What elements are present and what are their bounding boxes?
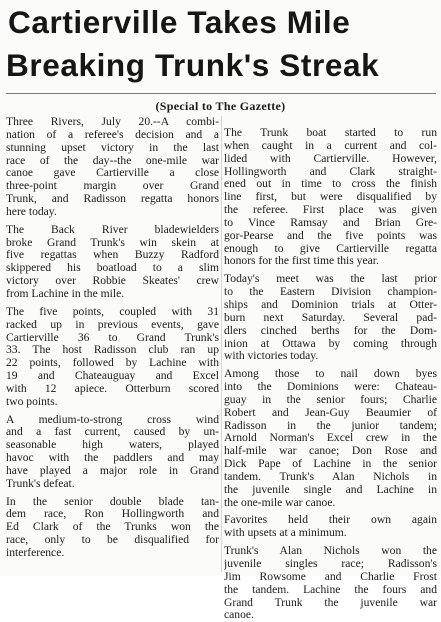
article-text-line: here today. xyxy=(6,205,57,218)
article-text-line: 33. The host Radisson club ran up xyxy=(6,344,219,357)
article-text-line: into the Dominions were: Chateau- xyxy=(224,381,437,394)
article-text-line: nation of a referee's decision and a xyxy=(6,128,219,141)
article-text-line: Jim Rowsome and Charlie Frost xyxy=(224,570,437,583)
article-text-line: Dick Pape of Lachine in the senior xyxy=(224,458,437,471)
article-text-line: A medium-to-strong cross wind xyxy=(6,413,219,426)
headline-line-2: Breaking Trunk's Streak xyxy=(6,47,380,83)
article-text-line: Trunk, and Radisson regatta honors xyxy=(6,193,219,206)
column-divider xyxy=(221,116,222,572)
article-text-line: have played a major role in Grand xyxy=(6,464,219,477)
article-text-line: half-mile war canoe; Don Rose and xyxy=(224,445,437,458)
article-column-right xyxy=(224,127,437,622)
article-text-line: ened out in time to cross the finish xyxy=(224,178,437,191)
article-text-line: Trunk's defeat. xyxy=(6,477,75,490)
article-text-line: line first, but were disqualified by xyxy=(224,191,437,204)
article-text-line: Today's meet was the last prior xyxy=(224,273,437,286)
article-text-line: lided with Cartierville. However, xyxy=(224,152,437,165)
article-text-line: Hollingworth and Clark straight- xyxy=(224,165,437,178)
article-text-line: havoc with the paddlers and may xyxy=(6,452,219,465)
article-text-line: the tandem. Lachine the fours and xyxy=(224,583,437,596)
article-text-line: to Vince Ramsay and Brian Gre- xyxy=(224,216,437,229)
article-text-line: Radisson in the junior tandem; xyxy=(224,419,437,432)
article-text-line: Three Rivers, July 20.--A combi- xyxy=(6,116,219,128)
article-column-left xyxy=(6,116,219,560)
article-text-line: gor-Pearse and the five points was xyxy=(224,229,437,242)
article-text-line: In the senior double blade tan- xyxy=(6,495,219,508)
article-text-line: with upsets at a minimum. xyxy=(224,527,347,540)
article-text-line: three-point margin over Grand xyxy=(6,180,219,193)
article-text-line: skippered his boatload to a slim xyxy=(6,262,219,275)
article-text-line: when caught in a current and col- xyxy=(224,139,437,152)
article-text-line: canoe gave Cartierville a close xyxy=(6,167,219,180)
article-text-line: canoe. xyxy=(224,609,254,622)
headline-rule xyxy=(6,93,436,94)
article-text-line: with 12 apiece. Otterburn scored xyxy=(6,382,219,395)
headline-line-1: Cartierville Takes Mile xyxy=(8,4,351,40)
article-text-line: dem race, Ron Hollingworth and xyxy=(6,508,219,521)
article-text-line: the juvenile single and Lachine in xyxy=(224,483,437,496)
article-text-line: the one-mile war canoe. xyxy=(224,496,336,509)
article-text-line: with victories today. xyxy=(224,350,319,363)
article-text-line: Cartierville 36 to Grand Trunk's xyxy=(6,331,219,344)
article-text-line: honors for the first time this year. xyxy=(224,255,379,268)
article-text-line: Grand Trunk the juvenile war xyxy=(224,596,437,609)
article-text-line: Among those to nail down byes xyxy=(224,368,437,381)
article-text-line: The Trunk boat started to run xyxy=(224,127,437,139)
article-text-line: victory over Robbie Skeates' crew xyxy=(6,275,219,288)
article-text-line: and a fast current, caused by un- xyxy=(6,426,219,439)
article-text-line: Trunk's Alan Nichols won the xyxy=(224,545,437,558)
article-text-line: Ed Clark of the Trunks won the xyxy=(6,521,219,534)
article-text-line: dlers cinched berths for the Dom- xyxy=(224,324,437,337)
article-text-line: seasonable high waters, played xyxy=(6,439,219,452)
article-text-line: the referee. First place was given xyxy=(224,204,437,217)
article-text-line: five regattas when Buzzy Radford xyxy=(6,249,219,262)
article-text-line: enough to give Cartierville regatta xyxy=(224,242,437,255)
article-text-line: broke Grand Trunk's win skein at xyxy=(6,236,219,249)
article-text-line: race, only to be disqualified for xyxy=(6,534,219,547)
article-text-line: guay in the senior fours; Charlie xyxy=(224,393,437,406)
article-text-line: The Back River bladewielders xyxy=(6,223,219,236)
article-text-line: stunning upset victory in the last xyxy=(6,141,219,154)
article-text-line: two points. xyxy=(6,395,58,408)
article-text-line: juvenile singles race; Radisson's xyxy=(224,558,437,570)
article-text-line: Arnold Norman's Excel crew in the xyxy=(224,432,437,445)
article-text-line: Favorites held their own again xyxy=(224,514,437,527)
article-text-line: 19 and Chateauguay and Excel xyxy=(6,370,219,383)
article-text-line: The five points, coupled with 31 xyxy=(6,305,219,318)
dateline: (Special to The Gazette) xyxy=(155,99,286,113)
article-text-line: ships and Dominion trials at Otter- xyxy=(224,298,437,311)
article-text-line: inion at Ottawa by coming through xyxy=(224,337,437,350)
article-text-line: Robert and Jean-Guy Beaumier of xyxy=(224,406,437,419)
article-text-line: tandem. Trunk's Alan Nichols in xyxy=(224,470,437,483)
article-text-line: racked up in previous events, gave xyxy=(6,318,219,331)
article-text-line: race of the day--the one-mile war xyxy=(6,154,219,167)
article-text-line: 22 points, followed by Lachine with xyxy=(6,357,219,370)
article-text-line: interference. xyxy=(6,547,65,559)
article-text-line: to the Eastern Division champion- xyxy=(224,286,437,299)
article-text-line: burn next Saturday. Several pad- xyxy=(224,311,437,324)
article-text-line: from Lachine in the mile. xyxy=(6,287,125,300)
